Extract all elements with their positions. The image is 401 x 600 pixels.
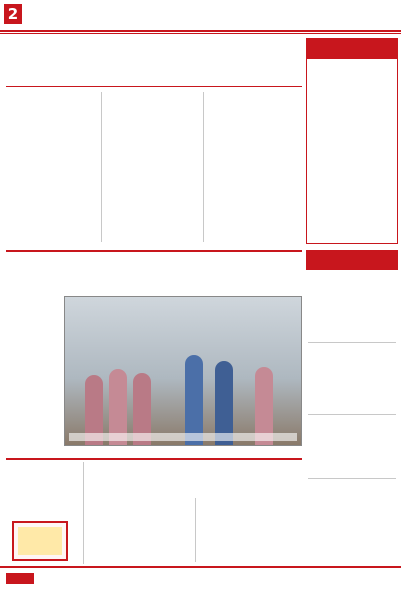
lead-divider — [6, 86, 302, 87]
photo-story-body — [6, 296, 60, 446]
lead-body-right — [206, 92, 302, 242]
lead-body-mid — [104, 92, 200, 242]
masthead-rule — [0, 30, 401, 32]
brief-item — [308, 418, 396, 476]
page-number-badge: 2 — [4, 4, 22, 24]
brief-divider — [308, 414, 396, 415]
ad-label — [18, 527, 62, 555]
lower-left-body — [6, 496, 80, 518]
right-feature-header — [307, 39, 397, 59]
ad-box — [12, 521, 68, 561]
bottom-story-body-right — [198, 498, 302, 562]
brief-header — [306, 250, 398, 270]
brief-item — [308, 346, 396, 412]
lead-body-left — [6, 92, 98, 242]
footer-strip — [0, 566, 401, 600]
column-rule — [203, 92, 204, 242]
column-rule — [83, 462, 84, 564]
footer-text — [40, 572, 395, 598]
brief-item — [308, 482, 396, 522]
footer-tag — [6, 573, 34, 584]
masthead — [0, 0, 401, 40]
news-photo — [64, 296, 302, 446]
brief-divider — [308, 342, 396, 343]
section-divider — [6, 458, 302, 460]
photo-caption — [69, 433, 297, 441]
brief-item — [308, 274, 396, 340]
right-feature-body — [310, 64, 368, 234]
bottom-story-body-left — [88, 498, 192, 562]
column-rule — [195, 498, 196, 562]
masthead-rule-thin — [0, 33, 401, 34]
section-divider — [6, 250, 302, 252]
column-rule — [101, 92, 102, 242]
brief-divider — [308, 478, 396, 479]
person-figure — [185, 355, 203, 445]
